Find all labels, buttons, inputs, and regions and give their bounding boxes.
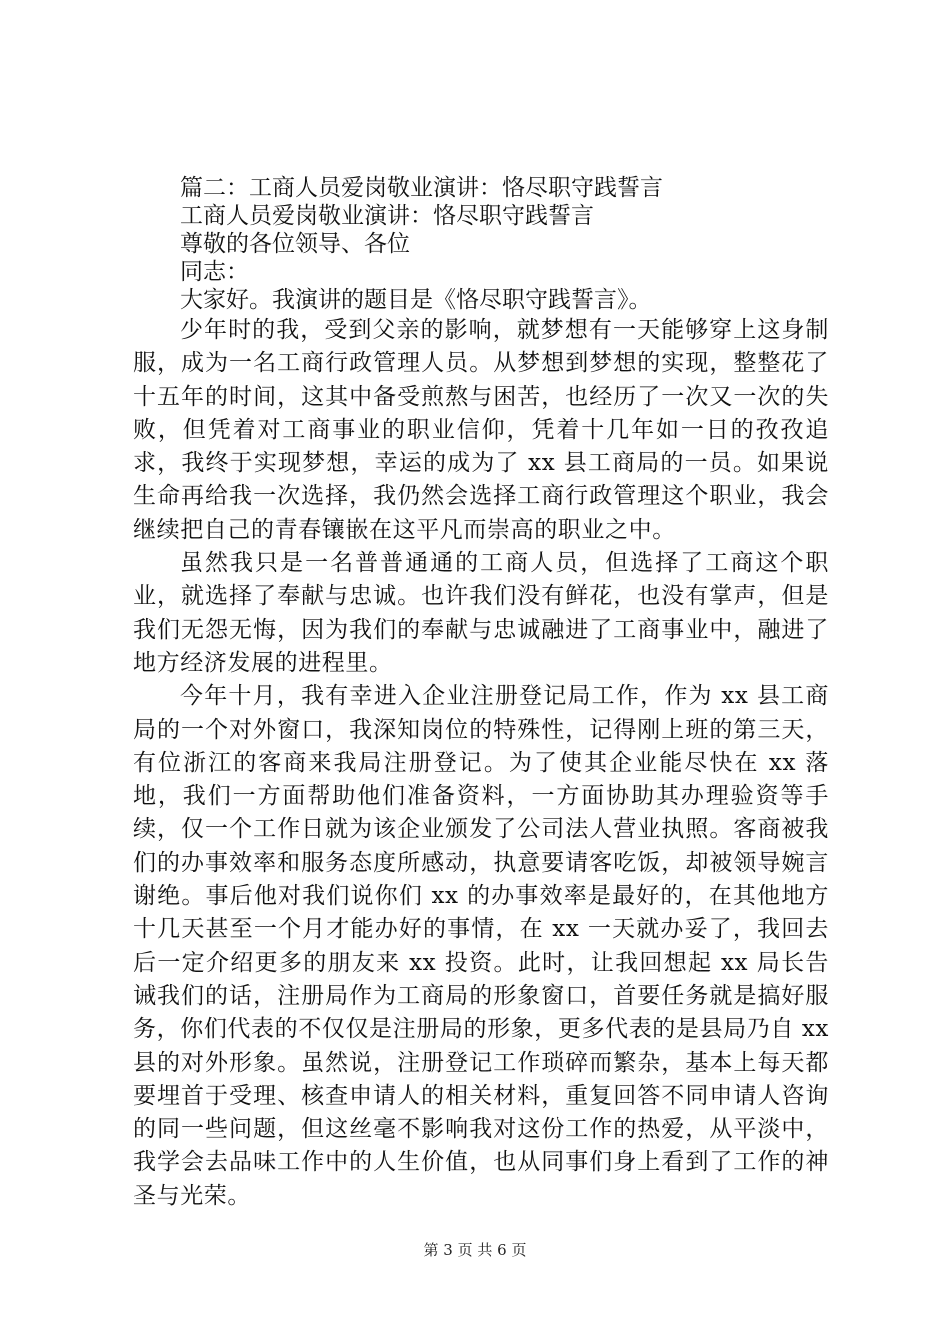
speech-title: 工商人员爱岗敬业演讲：恪尽职守践誓言	[180, 203, 594, 229]
salutation-line-1: 尊敬的各位领导、各位	[180, 231, 410, 257]
document-heading-block	[133, 174, 829, 314]
section-title: 篇二：工商人员爱岗敬业演讲：恪尽职守践誓言	[180, 175, 663, 201]
document-body	[133, 174, 829, 1213]
page-number-footer: 第 3 页 共 6 页	[423, 1241, 527, 1259]
paragraph: 虽然我只是一名普普通通的工商人员，但选择了工商这个职业，就选择了奉献与忠诚。也许我们没有鲜花，也没有掌声，但是我们无怨无悔，因为我们的奉献与忠诚融进了工商事业中，融进了地方经济发展的进程里。	[133, 550, 829, 676]
paragraph: 今年十月，我有幸进入企业注册登记局工作，作为 xx 县工商局的一个对外窗口，我深知岗位的特殊性，记得刚上班的第三天，有位浙江的客商来我局注册登记。为了使其企业能尽快在 xx 落地，我们一方面帮助他们准备资料，一方面协助其办理验资等手续，仅一个工作日就为该企业颁发了公司法人营业执照。客商被我们的办事效率和服务态度所感动，执意要请客吃饭，却被领导婉言谢绝。事后他对我们说你们 xx 的办事效率是最好的，在其他地方十几天甚至一个月才能办好的事情，在 xx 一天就办妥了，我回去后一定介绍更多的朋友来 xx 投资。此时，让我回想起 xx 局长告诫我们的话，注册局作为工商局的形象窗口，首要任务就是搞好服务，你们代表的不仅仅是注册局的形象，更多代表的是县局乃自 xx 县的对外形象。虽然说，注册登记工作琐碎而繁杂，基本上每天都要埋首于受理、核查申请人的相关材料，重复回答不同申请人咨询的同一些问题，但这丝毫不影响我对这份工作的热爱，从平淡中，我学会去品味工作中的人生价值，也从同事们身上看到了工作的神圣与光荣。	[133, 683, 829, 1209]
paragraph: 少年时的我，受到父亲的影响，就梦想有一天能够穿上这身制服，成为一名工商行政管理人员。从梦想到梦想的实现，整整花了十五年的时间，这其中备受煎熬与困苦，也经历了一次又一次的失败，但凭着对工商事业的职业信仰，凭着十几年如一日的孜孜追求，我终于实现梦想，幸运的成为了 xx 县工商局的一员。如果说生命再给我一次选择，我仍然会选择工商行政管理这个职业，我会继续把自己的青春镶嵌在这平凡而崇高的职业之中。	[133, 317, 829, 543]
greeting-line: 大家好。我演讲的题目是《恪尽职守践誓言》。	[180, 287, 652, 313]
salutation-line-2: 同志：	[180, 259, 249, 285]
